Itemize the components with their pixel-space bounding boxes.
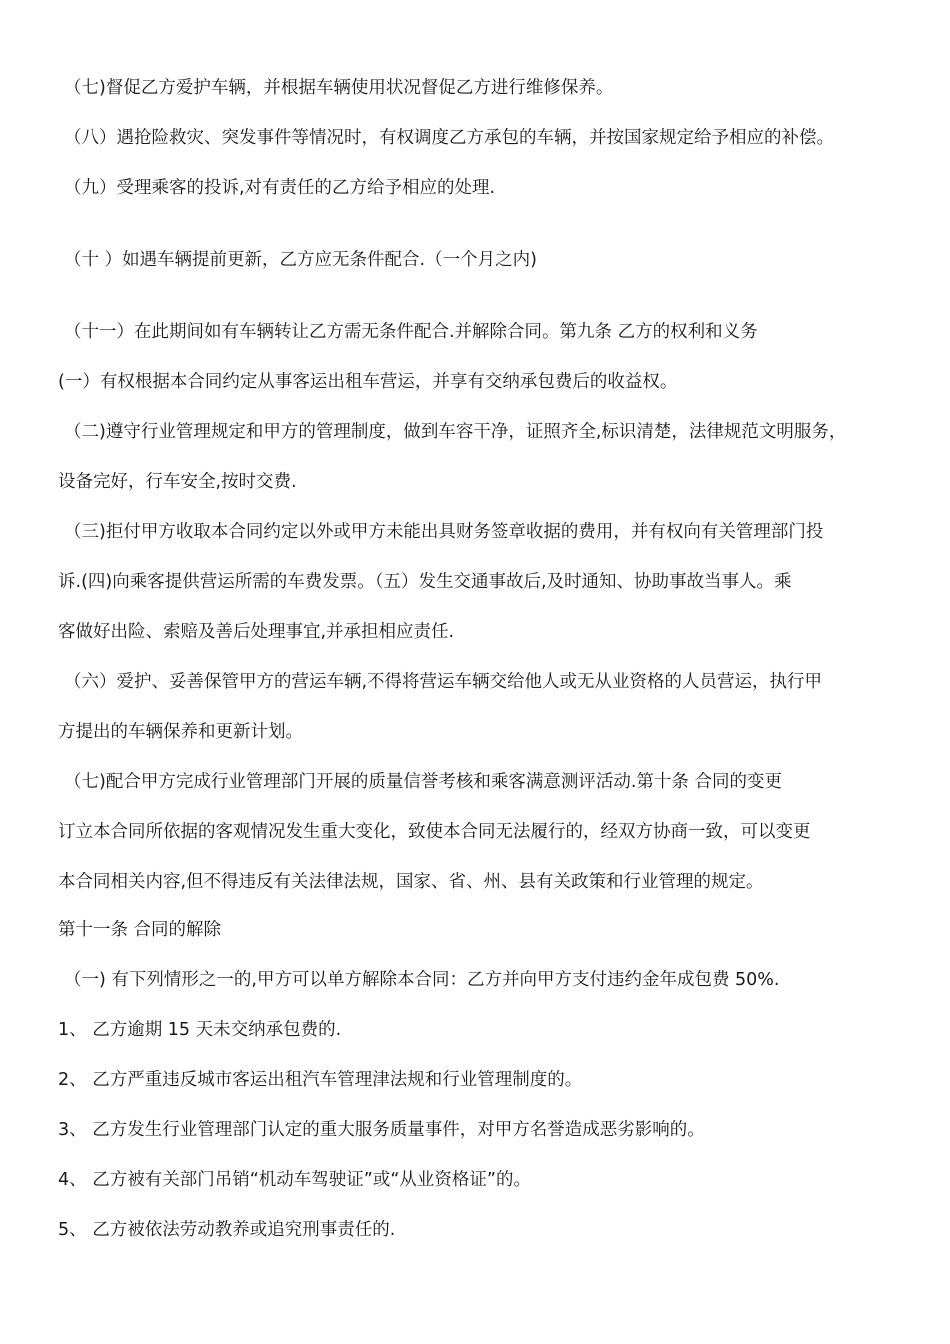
text-line: 第十一条 合同的解除 xyxy=(58,920,222,940)
text-line: （十 ）如遇车辆提前更新，乙方应无条件配合.（一个月之内) xyxy=(64,250,537,270)
list-item: 5、 乙方被依法劳动教养或追究刑事责任的. xyxy=(58,1220,396,1240)
text-line: 订立本合同所依据的客观情况发生重大变化，致使本合同无法履行的，经双方协商一致，可以变更 xyxy=(58,822,811,842)
list-item: 4、 乙方被有关部门吊销“机动车驾驶证”或“从业资格证”的。 xyxy=(58,1170,531,1190)
text-line: （九）受理乘客的投诉,对有责任的乙方给予相应的处理. xyxy=(64,178,496,198)
text-line: 设备完好，行车安全,按时交费. xyxy=(58,472,297,492)
text-line: (一）有权根据本合同约定从事客运出租车营运，并享有交纳承包费后的收益权。 xyxy=(58,372,678,392)
text-line: （三)拒付甲方收取本合同约定以外或甲方未能出具财务签章收据的费用，并有权向有关管理部门投 xyxy=(64,522,824,542)
text-line: （二)遵守行业管理规定和甲方的管理制度，做到车容干净，证照齐全,标识清楚，法律规范文明服务， xyxy=(64,422,847,442)
text-line: （八）遇抢险救灾、突发事件等情况时，有权调度乙方承包的车辆，并按国家规定给予相应的补偿。 xyxy=(64,128,834,148)
list-item: 1、 乙方逾期 15 天未交纳承包费的. xyxy=(58,1020,342,1040)
text-line: 诉.(四)向乘客提供营运所需的车费发票。（五）发生交通事故后,及时通知、协助事故当事人。乘 xyxy=(58,572,792,592)
text-line: （一) 有下列情形之一的,甲方可以单方解除本合同：乙方并向甲方支付违约金年成包费 50%. xyxy=(64,970,780,990)
list-item: 3、 乙方发生行业管理部门认定的重大服务质量事件，对甲方名誉造成恶劣影响的。 xyxy=(58,1120,705,1140)
text-line: 方提出的车辆保养和更新计划。 xyxy=(58,722,303,742)
text-line: 客做好出险、索赔及善后处理事宜,并承担相应责任. xyxy=(58,622,455,642)
text-line: （十一）在此期间如有车辆转让乙方需无条件配合.并解除合同。第九条 乙方的权利和义务 xyxy=(64,322,758,342)
text-line: 本合同相关内容,但不得违反有关法律法规，国家、省、州、县有关政策和行业管理的规定。 xyxy=(58,872,764,892)
text-line: （六）爱护、妥善保管甲方的营运车辆,不得将营运车辆交给他人或无从业资格的人员营运，执行甲 xyxy=(64,672,823,692)
text-line: （七)配合甲方完成行业管理部门开展的质量信誉考核和乘客满意测评活动.第十条 合同的变更 xyxy=(64,772,782,792)
text-line: （七)督促乙方爱护车辆，并根据车辆使用状况督促乙方进行维修保养。 xyxy=(64,78,614,98)
list-item: 2、 乙方严重违反城市客运出租汽车管理津法规和行业管理制度的。 xyxy=(58,1070,583,1090)
